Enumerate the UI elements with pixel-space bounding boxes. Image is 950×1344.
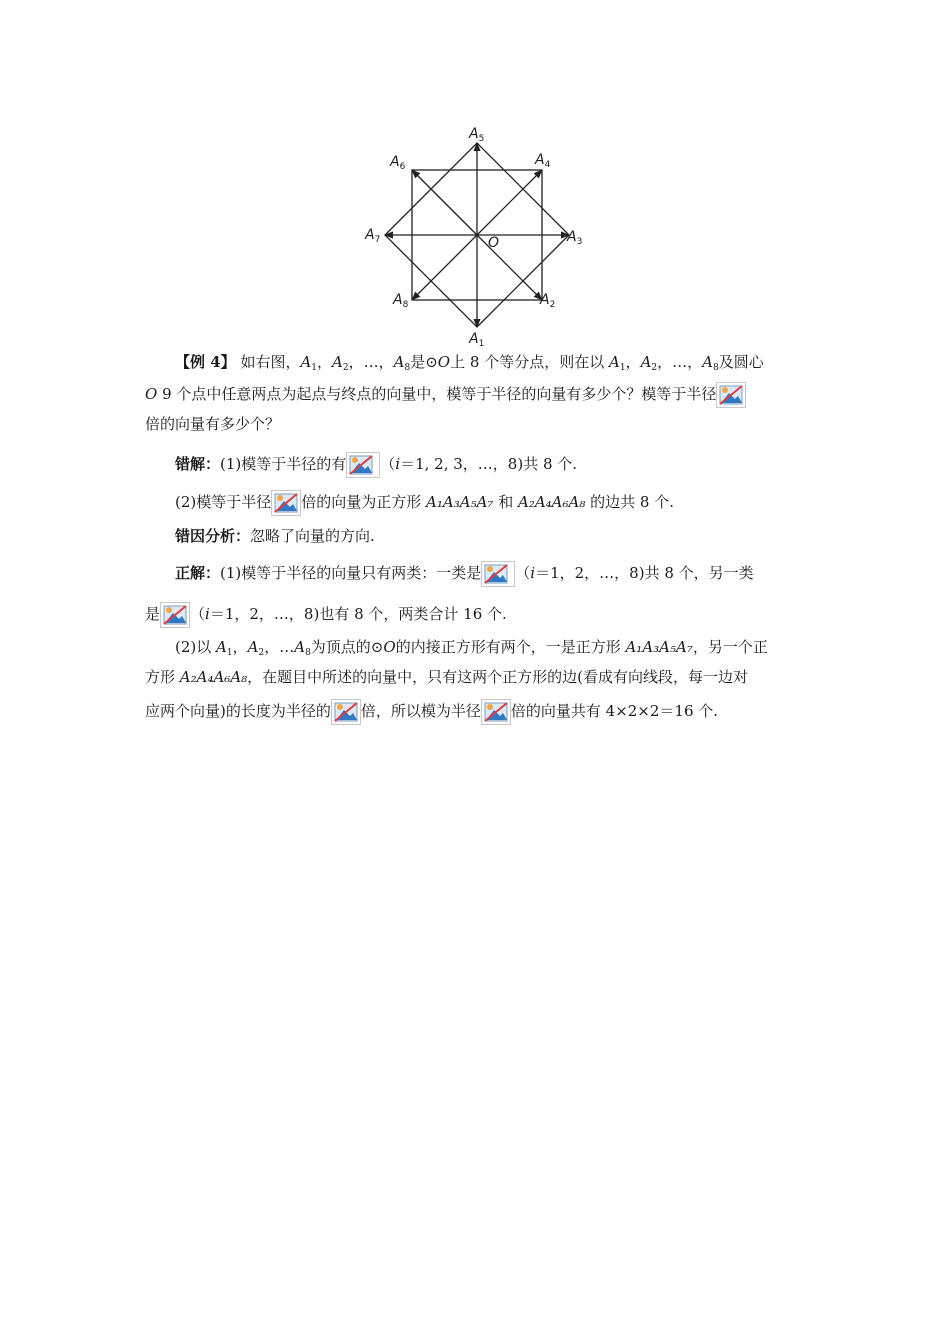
label-a3: $A_3$: [567, 229, 583, 247]
text: A: [300, 353, 312, 371]
correct-solution-line-4: [145, 667, 748, 687]
text: (1)模等于半径的有: [220, 455, 347, 473]
example-4-line-3: [145, 414, 280, 434]
text: ＝1，2，…，8)也有 8 个，两类合计 16 个.: [209, 605, 507, 623]
text: i: [205, 605, 210, 623]
label-a1: $A_1$: [469, 331, 485, 349]
text: A: [393, 353, 405, 371]
text: 8: [404, 363, 411, 373]
example-4-line-1: [145, 352, 764, 378]
label-a7: $A_7$: [365, 227, 381, 245]
text: A₁A₃A₅A₇: [426, 493, 494, 511]
text: A₁A₃A₅A₇: [625, 638, 693, 656]
text: 倍的向量为正方形: [301, 493, 427, 511]
text: 上 8 个等分点，则在以: [450, 353, 609, 371]
text: (1)模等于半径的向量只有两类：一类是: [220, 564, 482, 582]
text: 及圆心: [718, 353, 764, 371]
text: ，: [317, 353, 333, 371]
correct-solution-line-1: [145, 561, 754, 587]
wrong-solution-line-1: [145, 452, 577, 478]
text: A: [247, 638, 259, 656]
text: （: [380, 455, 396, 473]
vector-o-a8: [412, 235, 477, 300]
correct-solution-label: 正解：: [175, 564, 221, 582]
text: A: [640, 353, 652, 371]
text: 2: [342, 363, 349, 373]
text: A₂A₄A₆A₈: [517, 493, 586, 511]
text: i: [395, 455, 401, 473]
broken-image-icon: [271, 490, 301, 516]
label-a5: $A_5$: [469, 126, 485, 144]
error-analysis-line: [145, 526, 375, 546]
text: A: [294, 638, 306, 656]
text: 8: [305, 648, 311, 658]
broken-image-icon: [481, 561, 515, 587]
text: ，…，: [348, 353, 394, 371]
vector-o-a6: [412, 170, 477, 235]
text: i: [530, 564, 536, 582]
text: A₂A₄A₆A₈: [179, 668, 248, 686]
error-analysis-label: 错因分析：: [175, 527, 251, 545]
correct-solution-line-3: [145, 637, 768, 663]
label-a4: $A_4$: [535, 152, 551, 170]
text: 9 个点中任意两点为起点与终点的向量中，模等于半径的向量有多少个？模等于半径: [157, 385, 717, 403]
correct-solution-line-2: [145, 602, 507, 628]
broken-image-icon: [716, 382, 746, 408]
text: A: [702, 353, 713, 371]
text: 倍的向量有多少个？: [145, 415, 281, 433]
text: ，: [625, 353, 641, 371]
text: O: [437, 353, 451, 371]
example-label: 【例 4】: [175, 353, 236, 371]
text: 是⊙: [410, 353, 438, 371]
example-4-line-2: [145, 382, 746, 408]
wrong-solution-label: 错解：: [175, 455, 221, 473]
text: O: [145, 385, 158, 403]
text: ＝1, 2, 3，…，8)共 8 个.: [400, 455, 578, 473]
broken-image-icon: [331, 699, 361, 725]
wrong-solution-line-2: [145, 490, 674, 516]
octagon-vector-figure: [355, 118, 595, 350]
text: (2)以: [175, 638, 217, 656]
text: A: [608, 353, 620, 371]
text: 如右图，: [235, 353, 301, 371]
label-a2: $A_2$: [540, 292, 556, 310]
broken-image-icon: [481, 699, 511, 725]
text: 1: [619, 363, 626, 373]
text: ，…，: [657, 353, 703, 371]
text: 1: [226, 648, 233, 658]
text: ，在题目中所述的向量中，只有这两个正方形的边(看成有向线段，每一边对: [247, 668, 749, 686]
text: 忽略了向量的方向.: [250, 527, 375, 545]
text: …: [279, 638, 295, 656]
vector-o-a4: [477, 170, 542, 235]
text: 的边共 8 个.: [585, 493, 674, 511]
label-a8: $A_8$: [393, 292, 409, 310]
text: 倍的向量共有 4×2×2＝16 个.: [510, 702, 719, 720]
broken-image-icon: [346, 452, 380, 478]
text: (2)模等于半径: [175, 493, 272, 511]
text: （: [190, 605, 206, 623]
text: ，: [232, 638, 248, 656]
text: 方形: [145, 668, 180, 686]
text: 为顶点的⊙: [310, 638, 384, 656]
text: A: [332, 353, 343, 371]
broken-image-icon: [160, 602, 190, 628]
text: ＝1，2，…，8)共 8 个，另一类: [535, 564, 754, 582]
correct-solution-line-5: [145, 699, 718, 725]
text: （: [515, 564, 531, 582]
vector-o-a2: [477, 235, 542, 300]
text: A: [216, 638, 227, 656]
text: O: [383, 638, 396, 656]
text: 是: [145, 605, 161, 623]
text: 应两个向量)的长度为半径的: [145, 702, 331, 720]
text: 和: [493, 493, 518, 511]
label-o: O: [488, 235, 500, 251]
label-a6: $A_6$: [390, 154, 406, 172]
text: ，另一个正: [692, 638, 768, 656]
text: 8: [713, 363, 719, 373]
text: 2: [258, 648, 265, 658]
text: 1: [311, 363, 318, 373]
text: 2: [651, 363, 658, 373]
text: 的内接正方形有两个，一是正方形: [395, 638, 626, 656]
text: ，: [264, 638, 280, 656]
text: 倍，所以模为半径: [360, 702, 481, 720]
